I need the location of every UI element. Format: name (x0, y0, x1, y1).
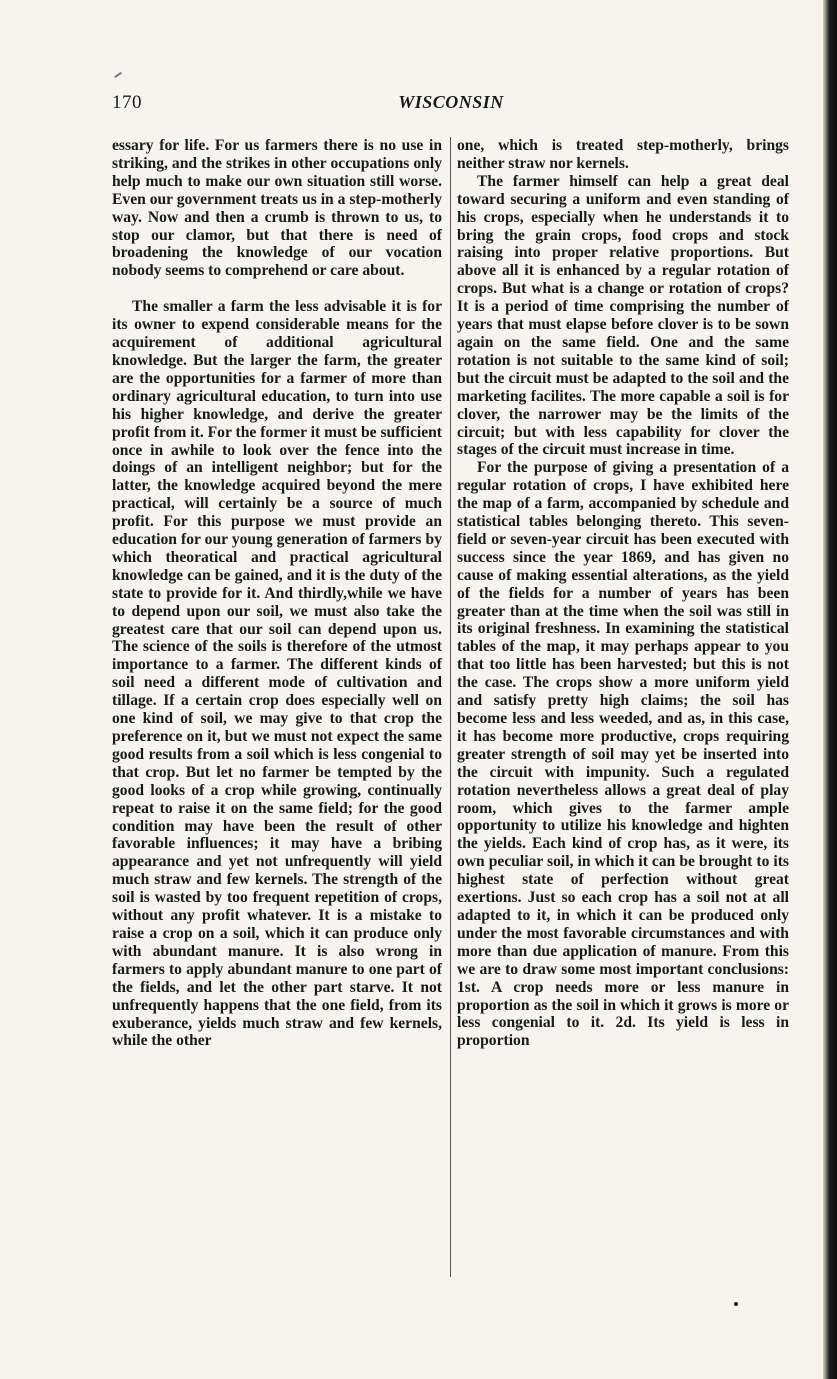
ink-mark (114, 72, 122, 78)
paragraph: The smaller a farm the less advisable it is for its owner to expend considerable means for the acquirement of additional agricultural knowledge. But the larger the farm, the greater are the opportunities for a farmer of more than ordinary agricultural education, to turn into use his higher knowledge, and derive the greater profit from it. For the former it must be sufficient once in awhile to look over the fence into the doings of an intelligent neighbor; but for the latter, the knowledge acquired beyond the mere practical, will certainly be a source of much profit. For this purpose we must provide an education for our young generation of farmers by which theoratical and practical agricultural knowledge can be gained, and it is the duty of the state to provide for it. And thirdly,while we have to depend upon our soil, we must also take the greatest care that our soil can depend upon us. The science of the soils is therefore of the utmost importance to a farmer. The different kinds of soil need a different mode of cultivation and tillage. If a certain crop does especially well on one kind of soil, we may give to that crop the preference on it, but we must not expect the same good results from a soil which is less congenial to that crop. But let no farmer be tempted by the good looks of a crop while growing, continually repeat to raise it on the same field; for the good condition may have been the result of other favorable influences; it may have a bribing appearance and yet not unfrequently will yield much straw and few kernels. The strength of the soil is wasted by too frequent repetition of crops, without any profit whatever. It is a mistake to raise a crop on a soil, which it can produce only with abundant manure. It is also wrong in farmers to apply abundant manure to one part of the fields, and let the other part starve. It not unfrequently happens that the one field, from its exuberance, yields much straw and few kernels, while the other (112, 298, 442, 1050)
paragraph: For the purpose of giving a presentation of a regular rotation of crops, I have exhibited here the map of a farm, accompanied by schedule and statistical tables belonging thereto. This seven-field or seven-year circuit has been executed with success since the year 1869, and has given no cause of making essential alterations, as the yield of the fields for a number of years has been greater than at the time when the soil was still in its original freshness. In examining the statistical tables of the map, it may perhaps appear to you that too little has been harvested; but this is not the case. The crops show a more uniform yield and satisfy pretty high claims; the soil has become less and less weeded, and as, in this case, it has become more productive, crops requiring greater strength of soil may yet be inserted into the circuit with impunity. Such a regulated rotation nevertheless allows a great deal of play room, which gives to the farmer ample opportunity to utilize his knowledge and highten the yields. Each kind of crop has, as it were, its own peculiar soil, in which it can be brought to its highest state of perfection without great exertions. Just so each crop has a soil not at all adapted to it, in which it can be produced only under the most favorable circumstances and with more than due application of manure. From this we are to draw some most important conclusions: 1st. A crop needs more or less manure in proportion as the soil in which it grows is more or less congenial to it. 2d. Its yield is less in proportion (457, 459, 789, 1050)
page-number: 170 (112, 92, 142, 113)
paragraph: essary for life. For us farmers there is no use in striking, and the strikes in other occupations only help much to make our own situation still worse. Even our government treats us in a step-motherly way. Now and then a crumb is thrown to us, to stop our clamor, but that there is need of broadening the knowledge of our vocation nobody seems to comprehend or care about. (112, 137, 442, 280)
paragraph: one, which is treated step-motherly, brings neither straw nor kernels. (457, 137, 789, 172)
page-edge (823, 0, 837, 1379)
ink-speck (734, 1302, 738, 1306)
paragraph: The farmer himself can help a great deal toward securing a uniform and even standing of his crops, especially when he understands it to bring the grain crops, food crops and stock raising into proper relative proportions. But above all it is enhanced by a regular rotation of crops. But what is a change or rotation of crops? It is a period of time comprising the number of years that must elapse before clover is to be sown again on the same field. One and the same rotation is not suitable to the same kind of soil; but the circuit must be adapted to the soil and the marketing facilites. The more capable a soil is for clover, the narrower may be the limits of the circuit; but with less capability for clover the stages of the circuit must increase in time. (457, 172, 789, 459)
column-divider (450, 137, 451, 1277)
left-column (112, 137, 442, 1050)
running-title: WISCONSIN (398, 92, 504, 112)
page-header (112, 92, 790, 116)
right-column (457, 137, 789, 1050)
